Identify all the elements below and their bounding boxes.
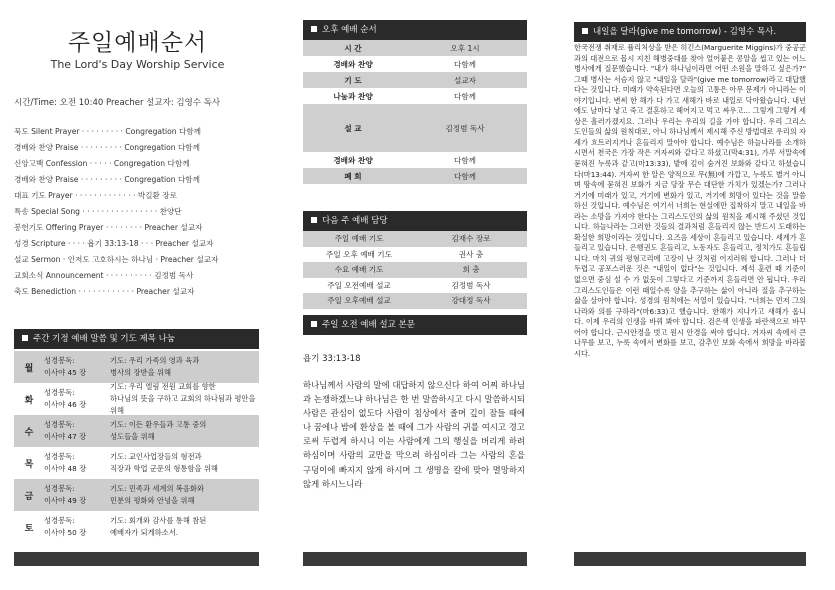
sermon-text-header xyxy=(303,315,527,335)
table-row xyxy=(14,415,259,447)
reading-cell xyxy=(44,387,110,411)
table-row xyxy=(303,247,527,263)
day-label: 금 xyxy=(24,491,34,502)
table-row xyxy=(14,447,259,479)
page-title: 주일예배순서 xyxy=(67,30,208,56)
footer-bar xyxy=(14,552,259,566)
service-order-item: 대표 기도 Prayer · · · · · · · · · · · · · 박길환 장로 xyxy=(14,191,177,200)
item-label: 경배와 찬양 xyxy=(333,155,373,165)
service-time: 시간/Time: 오전 10:40 Preacher 설교자: 김영수 독사 xyxy=(14,98,221,108)
reading-label: 성경봉독: xyxy=(44,452,75,461)
reading-cell xyxy=(44,515,110,539)
table-row xyxy=(303,231,527,247)
reading-cell xyxy=(44,451,110,475)
reading-cell xyxy=(44,355,110,379)
prayer-cell xyxy=(110,483,256,507)
duty-role: 주일 오후 예배 기도 xyxy=(326,249,392,259)
table-row xyxy=(303,152,527,168)
duty-person: 김정범 독사 xyxy=(451,280,491,290)
footer-bar xyxy=(574,552,806,566)
reading-cell xyxy=(44,419,110,443)
service-order-item: 신앙고백 Confession · · · · · Congregation 다함께 xyxy=(14,159,190,168)
next-week-duty-table xyxy=(303,231,527,309)
service-order-item: 축도 Benediction · · · · · · · · · · · · Preacher 설교자 xyxy=(14,287,195,296)
reading-chapter: 이사야 46 장 xyxy=(44,400,87,409)
next-week-duty-header xyxy=(303,211,527,231)
prayer-line: 기도: 이든 환우들과 고통 중의 xyxy=(110,420,207,429)
item-label: 시 간 xyxy=(344,43,362,53)
table-row xyxy=(303,278,527,294)
table-row xyxy=(14,479,259,511)
duty-role: 주일 오전예배 설교 xyxy=(327,280,391,290)
item-label: 폐 회 xyxy=(344,171,362,181)
reading-chapter: 이사야 49 장 xyxy=(44,496,87,505)
reading-chapter: 이사야 50 장 xyxy=(44,528,87,537)
reading-chapter: 이사야 48 장 xyxy=(44,464,87,473)
item-value: 설교자 xyxy=(453,75,476,85)
item-value: 다함께 xyxy=(453,59,476,69)
prayer-cell xyxy=(110,515,256,539)
day-label: 목 xyxy=(24,459,34,470)
reading-label: 성경봉독: xyxy=(44,356,75,365)
reading-chapter: 이사야 45 장 xyxy=(44,368,87,377)
next-week-duty-header-text: 다음 주 예배 담당 xyxy=(322,216,388,226)
table-row xyxy=(14,511,259,543)
prayer-line: 기도: 우리 가족의 영과 육과 xyxy=(110,356,200,365)
item-value: 다함께 xyxy=(453,171,476,181)
column-article-header xyxy=(574,22,806,42)
weekly-devotion-table xyxy=(14,351,259,543)
afternoon-service-column xyxy=(297,0,529,590)
prayer-cell xyxy=(110,419,256,443)
reading-label: 성경봉독: xyxy=(44,420,75,429)
scripture-reference: 욥기 33:13-18 xyxy=(303,354,361,364)
table-row xyxy=(14,383,259,415)
page-subtitle: The Lord's Day Worship Service xyxy=(50,58,225,71)
table-row xyxy=(303,88,527,104)
duty-person: 김재수 장로 xyxy=(451,234,491,244)
duty-role: 주일 오후예배 설교 xyxy=(327,296,391,306)
reading-cell xyxy=(44,483,110,507)
square-bullet-icon xyxy=(311,321,317,327)
weekly-devotion-header xyxy=(14,329,259,349)
table-row xyxy=(303,168,527,184)
column-article-title: 내일을 달라(give me tomorrow) - 김영수 목사. xyxy=(593,27,777,37)
service-order-item: 교회소식 Announcement · · · · · · · · · · 김정범 독사 xyxy=(14,271,194,280)
item-value: 다함께 xyxy=(453,155,476,165)
prayer-line: 직장과 학업 군문의 형통함을 위해 xyxy=(110,464,218,473)
table-row xyxy=(303,262,527,278)
prayer-line: 기도: 회개와 감사를 통해 참된 xyxy=(110,516,207,525)
item-label: 설 교 xyxy=(344,123,362,133)
table-row xyxy=(303,56,527,72)
day-label: 화 xyxy=(24,395,34,406)
duty-person: 희 충 xyxy=(462,265,480,275)
square-bullet-icon xyxy=(311,217,317,223)
item-label: 경배와 찬양 xyxy=(333,59,373,69)
footer-bar xyxy=(303,552,527,566)
prayer-line: 예배자가 되게하소서. xyxy=(110,528,179,537)
prayer-line: 민분의 평화와 안녕을 위해 xyxy=(110,496,195,505)
scripture-passage: 하나님께서 사람의 말에 대답하지 않으신다 하여 어찌 하나님과 논쟁하겠느냐 하나님은 한 번 말씀하시고 다시 말씀하시되 사람은 관심이 없도다 사람이 침상에서 졸며 깊이 잠들 때에나 꿈에나 밤에 환상을 볼 때에 그가 사람의 귀를 여시고 경고로써 두렵게 하시니 이는 사람에게 그의 행실을 버리게 하려 하심이며 사람의 교만을 막으려 하심이라 그는 사람의 혼을 구덩이에 빠지지 않게 하시며 그 생명을 칼에 맞아 멸망하지 않게 하시느니라 xyxy=(303,380,525,489)
service-order-item: 성경 Scripture · · · · 욥기 33:13-18 · · · Preacher 설교자 xyxy=(14,239,214,248)
afternoon-service-table xyxy=(303,40,527,184)
reading-label: 성경봉독: xyxy=(44,388,75,397)
column-article-column xyxy=(568,0,808,590)
sermon-text-header-label: 주일 오전 예배 설교 본문 xyxy=(322,320,415,330)
item-value: 오후 1시 xyxy=(450,43,480,53)
reading-chapter: 이사야 47 장 xyxy=(44,432,87,441)
service-order-item: 봉헌기도 Offering Prayer · · · · · · · · Preacher 설교자 xyxy=(14,223,203,232)
duty-person: 권사 충 xyxy=(458,249,484,259)
service-order-list xyxy=(14,124,259,300)
duty-role: 주일 예배 기도 xyxy=(334,234,384,244)
afternoon-service-header xyxy=(303,20,527,40)
prayer-line: 하나님의 뜻을 구하고 교회의 하나됨과 평안을 위해 xyxy=(110,394,256,415)
duty-person: 강대정 독사 xyxy=(451,296,491,306)
day-label: 수 xyxy=(24,427,34,438)
service-order-item: 설교 Sermon · 인저도 고호하시는 하나님 · Preacher 설교자 xyxy=(14,255,219,264)
table-row xyxy=(14,351,259,383)
day-label: 월 xyxy=(24,363,34,374)
table-row xyxy=(303,293,527,309)
item-value: 김정범 독사 xyxy=(445,123,485,133)
service-order-item: 특송 Special Song · · · · · · · · · · · · · · · · 찬양단 xyxy=(14,207,182,216)
prayer-line: 기도: 교인사업장들의 형전과 xyxy=(110,452,202,461)
table-row xyxy=(303,104,527,152)
item-value: 다함께 xyxy=(453,91,476,101)
service-order-item: 경배와 찬양 Praise · · · · · · · · · Congregation 다함께 xyxy=(14,175,200,184)
item-label: 나눔과 찬양 xyxy=(333,91,373,101)
table-row xyxy=(303,72,527,88)
weekly-devotion-header-text: 주간 기정 예배 말씀 및 기도 제목 나눔 xyxy=(33,334,176,344)
reading-label: 성경봉독: xyxy=(44,516,75,525)
reading-label: 성경봉독: xyxy=(44,484,75,493)
service-order-item: 경배와 찬양 Praise · · · · · · · · · Congregation 다함께 xyxy=(14,143,200,152)
square-bullet-icon xyxy=(22,335,28,341)
order-of-service-column xyxy=(0,0,275,590)
prayer-cell xyxy=(110,451,256,475)
table-row xyxy=(303,40,527,56)
day-label: 토 xyxy=(24,523,34,534)
afternoon-service-header-text: 오후 예배 순서 xyxy=(322,25,377,35)
prayer-line: 성도들을 위해 xyxy=(110,432,155,441)
prayer-line: 기도: 민족과 세계의 복음화와 xyxy=(110,484,205,493)
prayer-cell xyxy=(110,355,256,379)
service-order-item: 묵도 Silent Prayer · · · · · · · · · Congregation 다함께 xyxy=(14,127,202,136)
square-bullet-icon xyxy=(582,28,588,34)
prayer-line: 병사의 장받을 위해 xyxy=(110,368,172,377)
prayer-line: 기도: 우리 엘림 전원 교회를 향한 xyxy=(110,382,216,391)
square-bullet-icon xyxy=(311,26,317,32)
duty-role: 수요 예배 기도 xyxy=(334,265,384,275)
prayer-cell xyxy=(110,381,256,417)
item-label: 기 도 xyxy=(344,75,362,85)
column-article-body: 한국전쟁 취재로 퓰리처상을 받은 히긴스(Marguerite Miggins)가 중공군과의 대전으로 몹시 지친 해병중대를 찾아 얼어붙은 콩알을 씹고 있는 어느 병사에게 질문했습니다. "내가 하나님이라면 어떤 소원을 말하고 싶은가?" 그때 병사는 서슴지 않고 "내일을 달라"(give me tomorrow)라고 대답했다는 것입니다. 미래가 약속된다면 오늘의 고통은 아무 문제가 아니라는 이야기입니다. 변써 한 해가 다 가고 새해가 바로 내일로 닥아왔습니다. 내년에도 날마다 낳고 죽고 결혼하고 헤어지고 먹고 싸우고... 그렇게 그렇게 세상은 흘러가겠지요. 그러나 우리는 우리의 길을 가야 합니다. 우리 그리스도인들의 삶의 원칙대로, 아니 하나님께서 제시해 주신 방법대로 우리의 자세가 흐트러지거나 흔들리지 말아야 합니다. 예수님은 하늘나라를 소개하시면서 천국은 가장 작은 겨자씨와 같다고 하셨고(막4:31), 가루 서말속에 묻혀진 누룩과 같고(마13:33), 밭에 깊이 숨겨진 보화와 같다고 하셨습니다(마13:44). 겨자씨 한 알은 양적으로 무(無)에 가깝고, 누룩도 별거 아니며 땅속에 묻혀진 보화가 지금 당장 무슨 대단한 가치가 있겠는가? 그러나 거기에 미래가 있고, 거기에 변화가 있고, 거기에 희망이 있다는 것을 말씀하신 것입니다. 예수님은 여기서 너희는 현실에만 집착하지 말고 내일을 바라는 소망을 가져야 한다는 그리스도인의 삶의 원칙을 제시해 주셨던 것입니다. 하늘나라는 그러한 것들의 결과처럼 흔들리지 않는 반드시 도래하는 확실한 희망이라는 것입니다. 요즈음 세상이 흔들리고 있습니다. 세계가 흔들리고 있습니다. 은행권도 흔들리고, 노동자도 흔들리고, 정치가도 흔들립니다. 마치 귀의 평형고리에 고장이 난 것처럼 어지러워 합니다. 그러나 더 두렵고 공포스러운 것은 "내일이 없다"는 것입니다. 제석 훈련 때 기준이 없으면 중심 설 수 가 없듯이 그렇다고 기준까지 흔들리면 안 됩니다. 우리 그리스도인들은 이런 때일수록 양을 추구하는 삶이 아니라 질을 추구하는 삶을 살아야 합니다. 성경의 원칙에는 서열이 있습니다. "너희는 먼저 그의 나라와 의를 구하라"(마6:33)고 했습니다. 한해가 지나가고 새해가 옵니다. 이제 우리의 인생을 바꿔 봐야 합니다. 검은색 인생을 파란색으로 바꾸어야 합니다. 근시안경을 벗고 원시 안경을 써야 합니다. 겨자씨 속에서 큰 나무를 보고, 누룩 속에서 변화를 보고, 감추인 보화 속에서 희망을 바라봅시다. xyxy=(574,43,806,358)
